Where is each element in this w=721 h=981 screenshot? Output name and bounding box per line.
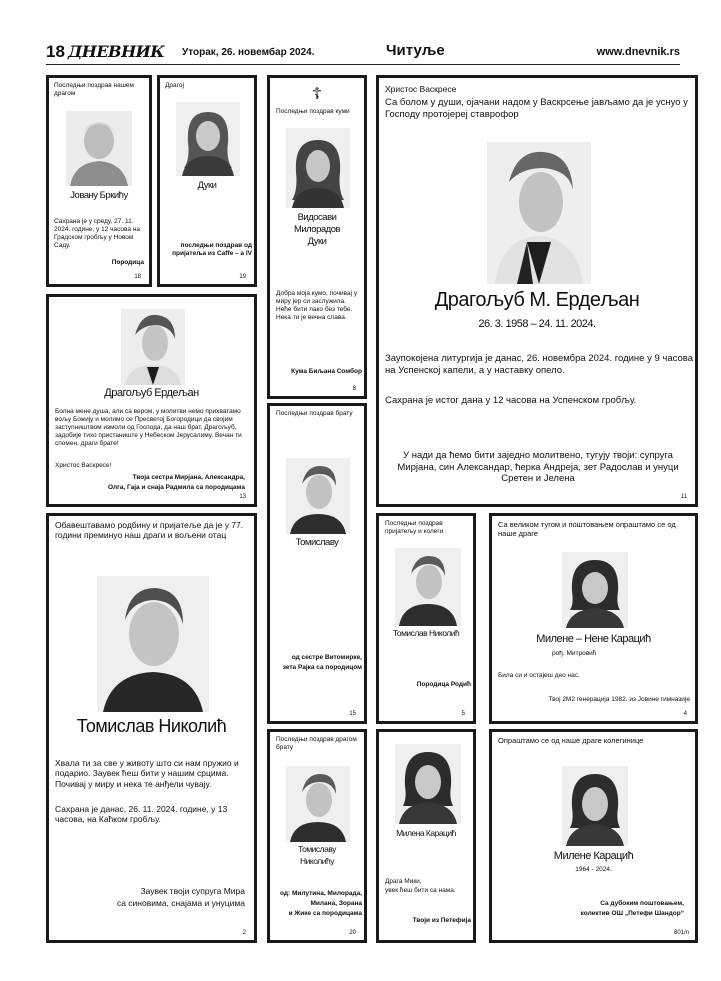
farewell-message: Добра моја кумо, почивај у миру јер си заслужила. Неће бити лако без тебе. Нека ти је вечна слава. (276, 290, 358, 321)
ad-number: 801/n (673, 930, 689, 936)
greeting: Христос Васкресе! (55, 462, 112, 469)
ad-number: 20 (349, 930, 356, 936)
deceased-name-line1: Томиславу (298, 844, 336, 854)
obituary-intro: Христос Васкресе (385, 84, 457, 94)
portrait-icon (562, 552, 628, 628)
signature: Породица (111, 259, 144, 266)
obituary-intro: Последњи поздрав брату (276, 410, 353, 417)
signature-line3: и Жике са породицама (288, 910, 362, 917)
portrait-icon (66, 111, 132, 186)
portrait-photo (286, 128, 350, 208)
deceased-name: Томиславу (295, 537, 339, 548)
deceased-name-line2: Николићу (300, 856, 334, 866)
deceased-name-line2: Милорадов (293, 224, 341, 235)
portrait-photo (97, 576, 209, 712)
farewell-message: Била си и остајеш део нас. (498, 672, 580, 679)
website-link[interactable]: www.dnevnik.rs (596, 46, 680, 58)
signature: Твој 2M2 генерација 1982. из Јовине гимназије (548, 696, 690, 703)
ad-number: 18 (134, 274, 141, 280)
portrait-icon (395, 744, 461, 824)
prayer-text: Болна мене душа, али са вером, у молитви немо прихватамо вољу Божију и молимо се Пресветој Богородици да својим заступништвом измоли од Господа, да наш брат, Драгољуб, задобије тихо пристаниште у Небеском Јерусалиму. Вечан ти спомен, драги брате! (55, 408, 242, 447)
obituary-vidosava (267, 75, 367, 399)
deceased-name: Дуки (197, 180, 217, 191)
obituary-duki (157, 75, 257, 287)
obituary-karacic-school (489, 729, 698, 943)
signature-line2: Олга, Гаја и снаја Радмила са породицама (107, 484, 245, 491)
portrait-icon (487, 142, 591, 284)
ad-number: 11 (680, 494, 687, 500)
ad-number: 8 (352, 386, 356, 392)
farewell-line1: Драга Мики, (385, 878, 422, 885)
obituary-nikolic-family (46, 513, 257, 943)
signature: Породица Родић (416, 681, 471, 688)
newspaper-logo: ДНЕВНИК (68, 42, 165, 61)
portrait-photo (286, 458, 350, 534)
portrait-icon (395, 548, 461, 626)
signature-line2: зета Рајка са породицом (282, 664, 362, 671)
deceased-name: Милене – Нене Карацић (536, 633, 651, 645)
farewell-message: Хвала ти за све у животу што си нам пружио и подарио. Заувек ћеш бити у нашим срцима. Почивај у миру и нека те анђели чувају. (55, 758, 239, 789)
deceased-name: Томислав Николић (76, 716, 227, 736)
farewell-line2: увек ћеш бити са нама. (385, 887, 456, 894)
signature: последњи поздрав од пријатеља из Caffe – a IV (172, 242, 252, 257)
obituary-intro: Последњи поздрав драгом брату (276, 736, 357, 751)
portrait-icon (121, 309, 185, 385)
obituary-intro: Последњи поздрав пријатељу и колеги (385, 520, 444, 535)
signature-line1: Са дубоким поштовањем, (600, 900, 684, 907)
ad-number: 19 (239, 274, 246, 280)
ad-number: 13 (239, 494, 246, 500)
obituary-nikolic-rodic (376, 513, 476, 724)
portrait-photo (66, 111, 132, 186)
obituary-intro: Са великом тугом и поштовањем опраштамо се од наше драге (498, 520, 676, 539)
portrait-icon (286, 458, 350, 534)
deceased-name-line3: Дуки (307, 236, 327, 247)
deceased-name-line1: Видосави (297, 212, 337, 223)
deceased-name: Драгољуб М. Ердељан (434, 289, 640, 311)
obituary-karacic-generation (489, 513, 698, 724)
portrait-photo (286, 766, 350, 842)
obituary-intro: Последњи поздрав нашем драгом (54, 82, 134, 97)
portrait-photo (176, 102, 240, 176)
issue-date: Уторак, 26. новембар 2024. (182, 47, 315, 58)
page-header (46, 42, 680, 65)
liturgy-details: Заупокојена литургија је данас, 26. новембра 2024. године у 9 часова на Успенској капели, а у наставку опело. (385, 353, 694, 376)
ad-number: 5 (461, 711, 465, 717)
signature-line2: колектив ОШ „Петефи Шандор“ (580, 910, 684, 917)
ad-number: 15 (349, 711, 356, 717)
deceased-name: Милена Карацић (396, 828, 456, 838)
funeral-details: Сахрана је у среду, 27. 11. 2024. године, у 12 часова на Градском гробљу у Новом Саду. (54, 218, 141, 249)
obituary-erdeljan-sister (46, 294, 257, 507)
portrait-photo (562, 766, 628, 846)
signature-line1: од: Милутина, Милорада, (279, 890, 362, 897)
portrait-icon (286, 128, 350, 208)
signature-line2: Милана, Зорана (310, 900, 362, 907)
portrait-icon (562, 766, 628, 846)
ad-number: 4 (683, 711, 687, 717)
portrait-photo (121, 309, 185, 385)
portrait-photo (395, 744, 461, 824)
obituary-intro: Обавештавамо родбину и пријатеље да је у 77. години преминуо наш драги и вољени отац (55, 520, 244, 541)
announcement-text: Са болом у души, ојачани надом у Васкрсење јављамо да је уснуо у Господу протојереј ставрофор (385, 97, 688, 120)
portrait-photo (487, 142, 591, 284)
deceased-name: Јовану Бркићу (70, 190, 128, 201)
family-mourners: У нади да ћемо бити заједно молитвено, тугују твоји: супруга Мирјана, син Александар, ћерка Андреја, зет Радослав и унуци Сретен и Јелена (397, 450, 679, 485)
obituary-intro: Опраштамо се од наше драге колегинице (498, 736, 644, 745)
section-title: Читуље (386, 42, 445, 59)
obituary-nikolic-brother (267, 729, 367, 943)
cross-icon: ☦ (311, 84, 323, 103)
portrait-icon (176, 102, 240, 176)
life-dates: 1964 - 2024. (575, 866, 612, 873)
signature-line1: од сестре Витомирке, (291, 654, 362, 661)
obituary-tomislav-sister (267, 403, 367, 724)
maiden-name: рођ. Митровић (552, 650, 597, 657)
deceased-name: Драгољуб Ердељан (104, 387, 199, 399)
portrait-icon (286, 766, 350, 842)
burial-details: Сахрана је истог дана у 12 часова на Успенском гробљу. (385, 395, 637, 406)
obituary-intro: Последњи поздрав куми (276, 108, 350, 115)
signature-line2: са синовима, снајама и унуцима (116, 898, 245, 908)
obituary-intro: Драгој (165, 82, 184, 89)
obituary-erdeljan-main (376, 75, 698, 507)
signature-line1: Твоја сестра Мирјана, Александра, (132, 474, 245, 481)
page-number: 18 (46, 42, 65, 61)
obituary-karacic-petefi (376, 729, 476, 943)
signature: Кума Биљана Сомбор (291, 368, 362, 375)
portrait-icon (97, 576, 209, 712)
life-dates: 26. 3. 1958 – 24. 11. 2024. (478, 318, 596, 330)
funeral-details: Сахрана је данас, 26. 11. 2024. године, у 13 часова, на Каћком гробљу. (55, 804, 228, 825)
portrait-photo (562, 552, 628, 628)
ad-number: 2 (242, 930, 246, 936)
signature: Твоји из Петефија (412, 917, 471, 924)
signature-line1: Заувек твоји супруга Мира (140, 886, 245, 896)
portrait-photo (395, 548, 461, 626)
obituary-brkic (46, 75, 152, 287)
deceased-name: Томислав Николић (392, 628, 460, 638)
deceased-name: Милене Карацић (553, 850, 634, 862)
